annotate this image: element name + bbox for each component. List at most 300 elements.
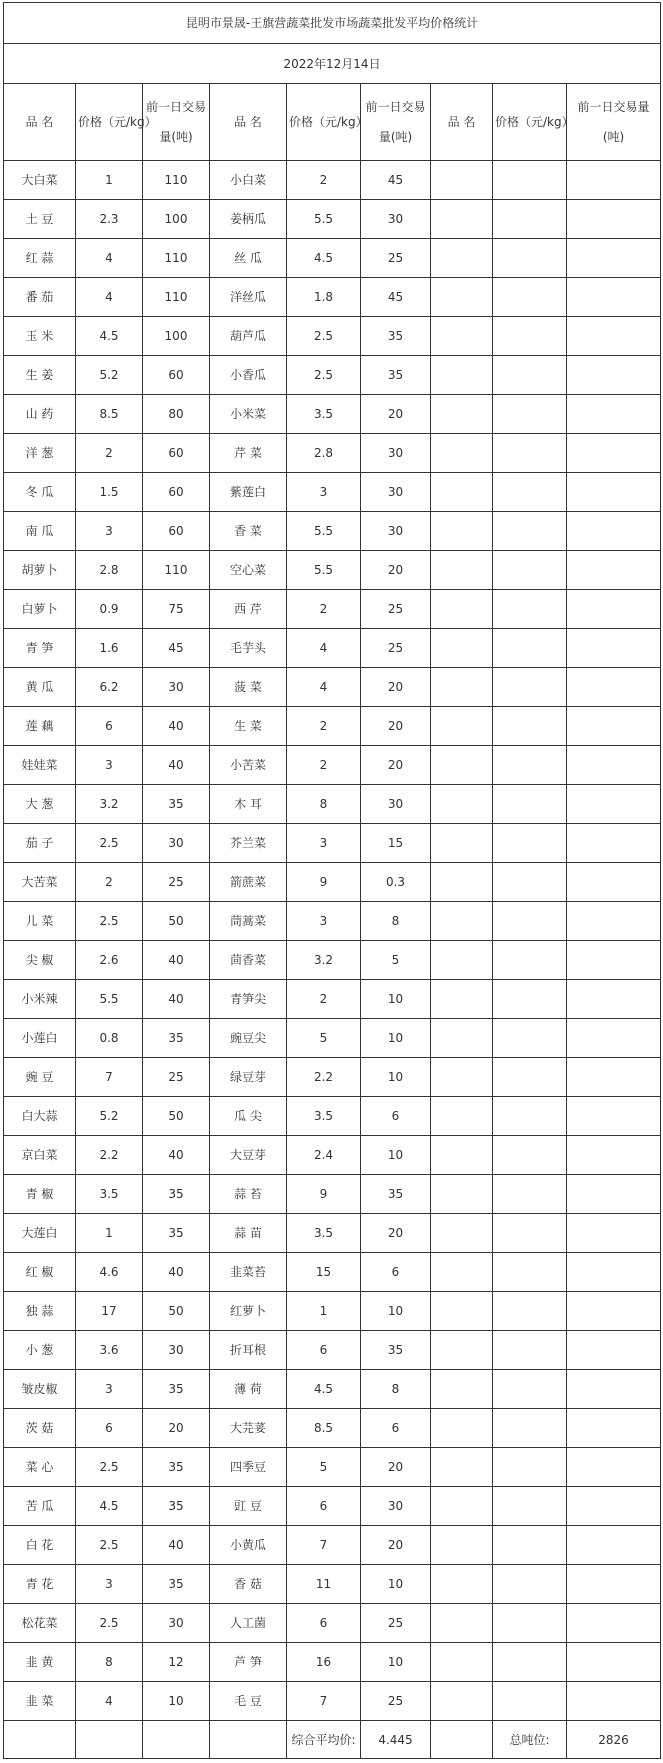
empty-cell — [431, 161, 493, 200]
item-price-1: 3.5 — [76, 1175, 143, 1214]
item-name-1: 胡萝卜 — [4, 551, 76, 590]
item-name-2: 蒜 苔 — [210, 1175, 287, 1214]
item-name-1: 茨 菇 — [4, 1409, 76, 1448]
item-name-1: 白萝卜 — [4, 590, 76, 629]
item-volume-1: 110 — [143, 551, 210, 590]
header-row — [4, 84, 661, 161]
item-price-1: 3 — [76, 746, 143, 785]
item-name-2: 芹 菜 — [210, 434, 287, 473]
empty-cell — [431, 1643, 493, 1682]
item-price-1: 1.6 — [76, 629, 143, 668]
empty-cell — [567, 356, 661, 395]
item-name-1: 小莲白 — [4, 1019, 76, 1058]
item-volume-1: 40 — [143, 980, 210, 1019]
item-price-1: 2.5 — [76, 824, 143, 863]
table-row — [4, 1019, 661, 1058]
table-row — [4, 1331, 661, 1370]
item-name-1: 生 姜 — [4, 356, 76, 395]
empty-cell — [567, 1370, 661, 1409]
item-volume-1: 25 — [143, 1058, 210, 1097]
item-price-2: 5.5 — [287, 512, 361, 551]
item-price-2: 2.2 — [287, 1058, 361, 1097]
table-row — [4, 1136, 661, 1175]
item-name-2: 紫莲白 — [210, 473, 287, 512]
header-volume-1: 前一日交易量(吨) — [143, 84, 210, 161]
item-price-1: 4 — [76, 1682, 143, 1721]
empty-cell — [567, 1097, 661, 1136]
item-price-2: 4.5 — [287, 1370, 361, 1409]
item-name-2: 葫芦瓜 — [210, 317, 287, 356]
item-price-2: 3 — [287, 473, 361, 512]
table-row — [4, 1409, 661, 1448]
table-row — [4, 512, 661, 551]
item-price-2: 2.5 — [287, 317, 361, 356]
item-name-1: 番 茄 — [4, 278, 76, 317]
header-price-1: 价格（元/kg） — [76, 84, 143, 161]
table-row — [4, 941, 661, 980]
item-price-1: 3 — [76, 512, 143, 551]
item-volume-1: 60 — [143, 434, 210, 473]
table-row — [4, 1682, 661, 1721]
table-row — [4, 590, 661, 629]
empty-cell — [567, 473, 661, 512]
item-volume-1: 35 — [143, 1019, 210, 1058]
empty-cell — [431, 1214, 493, 1253]
item-name-2: 毛 豆 — [210, 1682, 287, 1721]
item-volume-1: 35 — [143, 1565, 210, 1604]
empty-cell — [431, 1253, 493, 1292]
item-volume-1: 40 — [143, 1253, 210, 1292]
empty-cell — [493, 1136, 567, 1175]
item-volume-1: 30 — [143, 668, 210, 707]
item-volume-1: 100 — [143, 200, 210, 239]
item-volume-2: 20 — [361, 395, 431, 434]
empty-cell — [431, 317, 493, 356]
item-price-1: 7 — [76, 1058, 143, 1097]
item-volume-1: 110 — [143, 161, 210, 200]
item-volume-1: 30 — [143, 1604, 210, 1643]
empty-cell — [567, 941, 661, 980]
empty-cell — [431, 1136, 493, 1175]
item-price-1: 2.3 — [76, 200, 143, 239]
item-volume-1: 35 — [143, 1448, 210, 1487]
item-price-2: 15 — [287, 1253, 361, 1292]
empty-cell — [493, 707, 567, 746]
item-volume-1: 40 — [143, 941, 210, 980]
empty-cell — [493, 1331, 567, 1370]
empty-cell — [493, 902, 567, 941]
empty-cell — [493, 668, 567, 707]
item-price-1: 2 — [76, 863, 143, 902]
empty-cell — [493, 1487, 567, 1526]
item-price-2: 1 — [287, 1292, 361, 1331]
empty-cell — [431, 395, 493, 434]
item-name-1: 莲 藕 — [4, 707, 76, 746]
item-volume-2: 6 — [361, 1097, 431, 1136]
table-row — [4, 746, 661, 785]
table-row — [4, 200, 661, 239]
item-price-1: 2.5 — [76, 1526, 143, 1565]
empty-cell — [493, 317, 567, 356]
empty-cell — [431, 1292, 493, 1331]
item-volume-1: 25 — [143, 863, 210, 902]
item-name-2: 香 菇 — [210, 1565, 287, 1604]
item-price-2: 6 — [287, 1604, 361, 1643]
empty-cell — [493, 395, 567, 434]
empty-cell — [431, 590, 493, 629]
item-price-1: 2 — [76, 434, 143, 473]
item-name-2: 蒜 苗 — [210, 1214, 287, 1253]
empty-cell — [431, 200, 493, 239]
item-name-1: 韭 黄 — [4, 1643, 76, 1682]
table-row — [4, 863, 661, 902]
item-price-1: 4 — [76, 239, 143, 278]
total-tonnage-value: 2826 — [567, 1721, 661, 1759]
empty-cell — [567, 1643, 661, 1682]
item-price-2: 9 — [287, 1175, 361, 1214]
empty-cell — [567, 1214, 661, 1253]
item-name-2: 小米菜 — [210, 395, 287, 434]
item-price-1: 5.5 — [76, 980, 143, 1019]
empty-cell — [567, 551, 661, 590]
empty-cell — [431, 980, 493, 1019]
item-price-1: 2.5 — [76, 1604, 143, 1643]
empty-cell — [567, 863, 661, 902]
item-volume-2: 30 — [361, 512, 431, 551]
item-price-2: 4 — [287, 629, 361, 668]
table-row — [4, 902, 661, 941]
item-volume-2: 6 — [361, 1409, 431, 1448]
empty-cell — [493, 512, 567, 551]
item-name-1: 松花菜 — [4, 1604, 76, 1643]
header-name-3: 品 名 — [431, 84, 493, 161]
table-row — [4, 1565, 661, 1604]
item-volume-1: 50 — [143, 1292, 210, 1331]
empty-cell — [493, 1214, 567, 1253]
item-volume-2: 35 — [361, 1331, 431, 1370]
table-row — [4, 278, 661, 317]
item-volume-2: 20 — [361, 707, 431, 746]
table-row — [4, 1058, 661, 1097]
item-name-1: 小米辣 — [4, 980, 76, 1019]
item-price-2: 5.5 — [287, 551, 361, 590]
item-name-1: 土 豆 — [4, 200, 76, 239]
item-name-1: 青 椒 — [4, 1175, 76, 1214]
header-price-3: 价格（元/kg） — [493, 84, 567, 161]
item-name-1: 大 葱 — [4, 785, 76, 824]
item-name-1: 青 笋 — [4, 629, 76, 668]
empty-cell — [493, 1604, 567, 1643]
empty-cell — [567, 1487, 661, 1526]
item-price-1: 3.6 — [76, 1331, 143, 1370]
table-row — [4, 629, 661, 668]
empty-cell — [431, 356, 493, 395]
empty-cell — [431, 434, 493, 473]
item-volume-1: 35 — [143, 1370, 210, 1409]
item-name-2: 洋丝瓜 — [210, 278, 287, 317]
header-volume-2: 前一日交易量(吨) — [361, 84, 431, 161]
item-volume-2: 30 — [361, 785, 431, 824]
empty-cell — [493, 1097, 567, 1136]
item-price-1: 4.6 — [76, 1253, 143, 1292]
table-row — [4, 1253, 661, 1292]
empty-cell — [431, 746, 493, 785]
table-row — [4, 980, 661, 1019]
item-volume-1: 40 — [143, 746, 210, 785]
empty-cell — [493, 629, 567, 668]
empty-cell — [567, 1136, 661, 1175]
item-volume-2: 35 — [361, 356, 431, 395]
item-name-1: 京白菜 — [4, 1136, 76, 1175]
item-name-2: 豌豆尖 — [210, 1019, 287, 1058]
item-name-1: 皱皮椒 — [4, 1370, 76, 1409]
item-name-2: 香 菜 — [210, 512, 287, 551]
item-price-1: 3 — [76, 1370, 143, 1409]
table-row — [4, 434, 661, 473]
item-volume-1: 100 — [143, 317, 210, 356]
empty-cell — [493, 785, 567, 824]
item-volume-2: 10 — [361, 1058, 431, 1097]
empty-cell — [493, 200, 567, 239]
empty-cell — [567, 980, 661, 1019]
empty-cell — [143, 1721, 210, 1759]
item-volume-2: 30 — [361, 473, 431, 512]
item-volume-1: 110 — [143, 239, 210, 278]
item-name-2: 人工菌 — [210, 1604, 287, 1643]
item-price-2: 2 — [287, 161, 361, 200]
empty-cell — [431, 863, 493, 902]
item-volume-2: 25 — [361, 590, 431, 629]
empty-cell — [431, 1175, 493, 1214]
empty-cell — [567, 1448, 661, 1487]
empty-cell — [493, 473, 567, 512]
empty-cell — [567, 239, 661, 278]
item-volume-2: 45 — [361, 161, 431, 200]
empty-cell — [493, 1370, 567, 1409]
empty-cell — [567, 824, 661, 863]
table-row — [4, 317, 661, 356]
item-name-1: 茄 子 — [4, 824, 76, 863]
header-price-2: 价格（元/kg） — [287, 84, 361, 161]
empty-cell — [567, 1331, 661, 1370]
average-price-label: 综合平均价: — [287, 1721, 361, 1759]
item-name-2: 韭菜苔 — [210, 1253, 287, 1292]
item-name-2: 青笋尖 — [210, 980, 287, 1019]
table-date: 2022年12月14日 — [4, 44, 661, 84]
empty-cell — [567, 200, 661, 239]
item-price-1: 6 — [76, 1409, 143, 1448]
empty-cell — [431, 668, 493, 707]
empty-cell — [567, 629, 661, 668]
item-price-2: 1.8 — [287, 278, 361, 317]
table-row — [4, 668, 661, 707]
item-volume-2: 25 — [361, 239, 431, 278]
empty-cell — [493, 863, 567, 902]
item-name-2: 芥兰菜 — [210, 824, 287, 863]
item-name-2: 茴香菜 — [210, 941, 287, 980]
empty-cell — [567, 317, 661, 356]
item-price-1: 0.8 — [76, 1019, 143, 1058]
item-price-1: 5.2 — [76, 356, 143, 395]
item-name-2: 芦 笋 — [210, 1643, 287, 1682]
empty-cell — [431, 824, 493, 863]
item-volume-1: 35 — [143, 1214, 210, 1253]
table-row — [4, 1292, 661, 1331]
item-name-2: 生 菜 — [210, 707, 287, 746]
table-row — [4, 356, 661, 395]
empty-cell — [567, 707, 661, 746]
item-volume-2: 10 — [361, 1136, 431, 1175]
table-row — [4, 1175, 661, 1214]
item-volume-1: 10 — [143, 1682, 210, 1721]
item-name-2: 薄 荷 — [210, 1370, 287, 1409]
empty-cell — [493, 1682, 567, 1721]
header-name-1: 品 名 — [4, 84, 76, 161]
item-name-1: 黄 瓜 — [4, 668, 76, 707]
empty-cell — [493, 746, 567, 785]
item-volume-2: 10 — [361, 1292, 431, 1331]
empty-cell — [210, 1721, 287, 1759]
table-row — [4, 824, 661, 863]
item-volume-1: 35 — [143, 1175, 210, 1214]
empty-cell — [567, 1292, 661, 1331]
empty-cell — [493, 161, 567, 200]
item-price-1: 1 — [76, 161, 143, 200]
item-name-2: 小黄瓜 — [210, 1526, 287, 1565]
item-volume-1: 20 — [143, 1409, 210, 1448]
item-name-1: 青 花 — [4, 1565, 76, 1604]
item-volume-2: 30 — [361, 200, 431, 239]
empty-cell — [567, 590, 661, 629]
item-price-2: 4 — [287, 668, 361, 707]
table-row — [4, 239, 661, 278]
item-name-2: 箭蔗菜 — [210, 863, 287, 902]
item-name-2: 茼蒿菜 — [210, 902, 287, 941]
item-volume-2: 35 — [361, 1175, 431, 1214]
empty-cell — [76, 1721, 143, 1759]
item-name-1: 红 蒜 — [4, 239, 76, 278]
empty-cell — [431, 629, 493, 668]
item-price-2: 3.5 — [287, 1097, 361, 1136]
table-row — [4, 1526, 661, 1565]
item-price-2: 7 — [287, 1682, 361, 1721]
empty-cell — [567, 746, 661, 785]
item-price-2: 11 — [287, 1565, 361, 1604]
item-price-1: 17 — [76, 1292, 143, 1331]
empty-cell — [567, 278, 661, 317]
item-price-2: 16 — [287, 1643, 361, 1682]
item-name-2: 丝 瓜 — [210, 239, 287, 278]
empty-cell — [567, 512, 661, 551]
empty-cell — [567, 902, 661, 941]
item-name-2: 菠 菜 — [210, 668, 287, 707]
item-name-2: 豇 豆 — [210, 1487, 287, 1526]
item-volume-1: 60 — [143, 473, 210, 512]
empty-cell — [431, 941, 493, 980]
item-volume-1: 45 — [143, 629, 210, 668]
empty-cell — [431, 1097, 493, 1136]
item-name-2: 瓜 尖 — [210, 1097, 287, 1136]
item-price-2: 8.5 — [287, 1409, 361, 1448]
empty-cell — [493, 1643, 567, 1682]
empty-cell — [567, 161, 661, 200]
item-price-1: 4 — [76, 278, 143, 317]
item-volume-2: 30 — [361, 434, 431, 473]
item-name-1: 娃娃菜 — [4, 746, 76, 785]
empty-cell — [431, 1331, 493, 1370]
empty-cell — [4, 1721, 76, 1759]
table-row — [4, 1370, 661, 1409]
empty-cell — [567, 1565, 661, 1604]
item-price-1: 3 — [76, 1565, 143, 1604]
item-price-1: 2.2 — [76, 1136, 143, 1175]
empty-cell — [493, 1292, 567, 1331]
item-name-2: 小白菜 — [210, 161, 287, 200]
item-volume-2: 20 — [361, 1526, 431, 1565]
empty-cell — [567, 434, 661, 473]
item-name-1: 儿 菜 — [4, 902, 76, 941]
item-price-2: 8 — [287, 785, 361, 824]
table-row — [4, 1214, 661, 1253]
item-volume-2: 15 — [361, 824, 431, 863]
empty-cell — [431, 1721, 493, 1759]
empty-cell — [431, 473, 493, 512]
item-price-1: 8 — [76, 1643, 143, 1682]
table-row — [4, 1604, 661, 1643]
table-row — [4, 395, 661, 434]
item-volume-2: 10 — [361, 1019, 431, 1058]
item-name-1: 苦 瓜 — [4, 1487, 76, 1526]
item-name-2: 大芫荽 — [210, 1409, 287, 1448]
item-volume-1: 50 — [143, 902, 210, 941]
item-price-2: 2 — [287, 707, 361, 746]
empty-cell — [431, 1409, 493, 1448]
item-name-1: 白 花 — [4, 1526, 76, 1565]
item-volume-2: 20 — [361, 551, 431, 590]
item-volume-1: 12 — [143, 1643, 210, 1682]
empty-cell — [431, 551, 493, 590]
empty-cell — [431, 239, 493, 278]
item-name-1: 白大蒜 — [4, 1097, 76, 1136]
empty-cell — [567, 1604, 661, 1643]
item-name-1: 尖 椒 — [4, 941, 76, 980]
item-name-1: 玉 米 — [4, 317, 76, 356]
empty-cell — [493, 941, 567, 980]
item-price-1: 1 — [76, 1214, 143, 1253]
empty-cell — [567, 1058, 661, 1097]
item-price-1: 2.6 — [76, 941, 143, 980]
item-name-2: 木 耳 — [210, 785, 287, 824]
item-volume-2: 25 — [361, 1604, 431, 1643]
item-volume-1: 35 — [143, 1487, 210, 1526]
item-price-2: 6 — [287, 1487, 361, 1526]
item-price-2: 2.5 — [287, 356, 361, 395]
table-row — [4, 1643, 661, 1682]
item-price-2: 3.2 — [287, 941, 361, 980]
item-name-2: 绿豆芽 — [210, 1058, 287, 1097]
item-name-2: 西 芹 — [210, 590, 287, 629]
item-name-2: 小苦菜 — [210, 746, 287, 785]
item-price-2: 2 — [287, 746, 361, 785]
item-name-1: 红 椒 — [4, 1253, 76, 1292]
item-price-1: 6.2 — [76, 668, 143, 707]
empty-cell — [431, 1604, 493, 1643]
empty-cell — [567, 1019, 661, 1058]
empty-cell — [493, 551, 567, 590]
item-name-2: 四季豆 — [210, 1448, 287, 1487]
empty-cell — [493, 239, 567, 278]
item-volume-1: 30 — [143, 824, 210, 863]
